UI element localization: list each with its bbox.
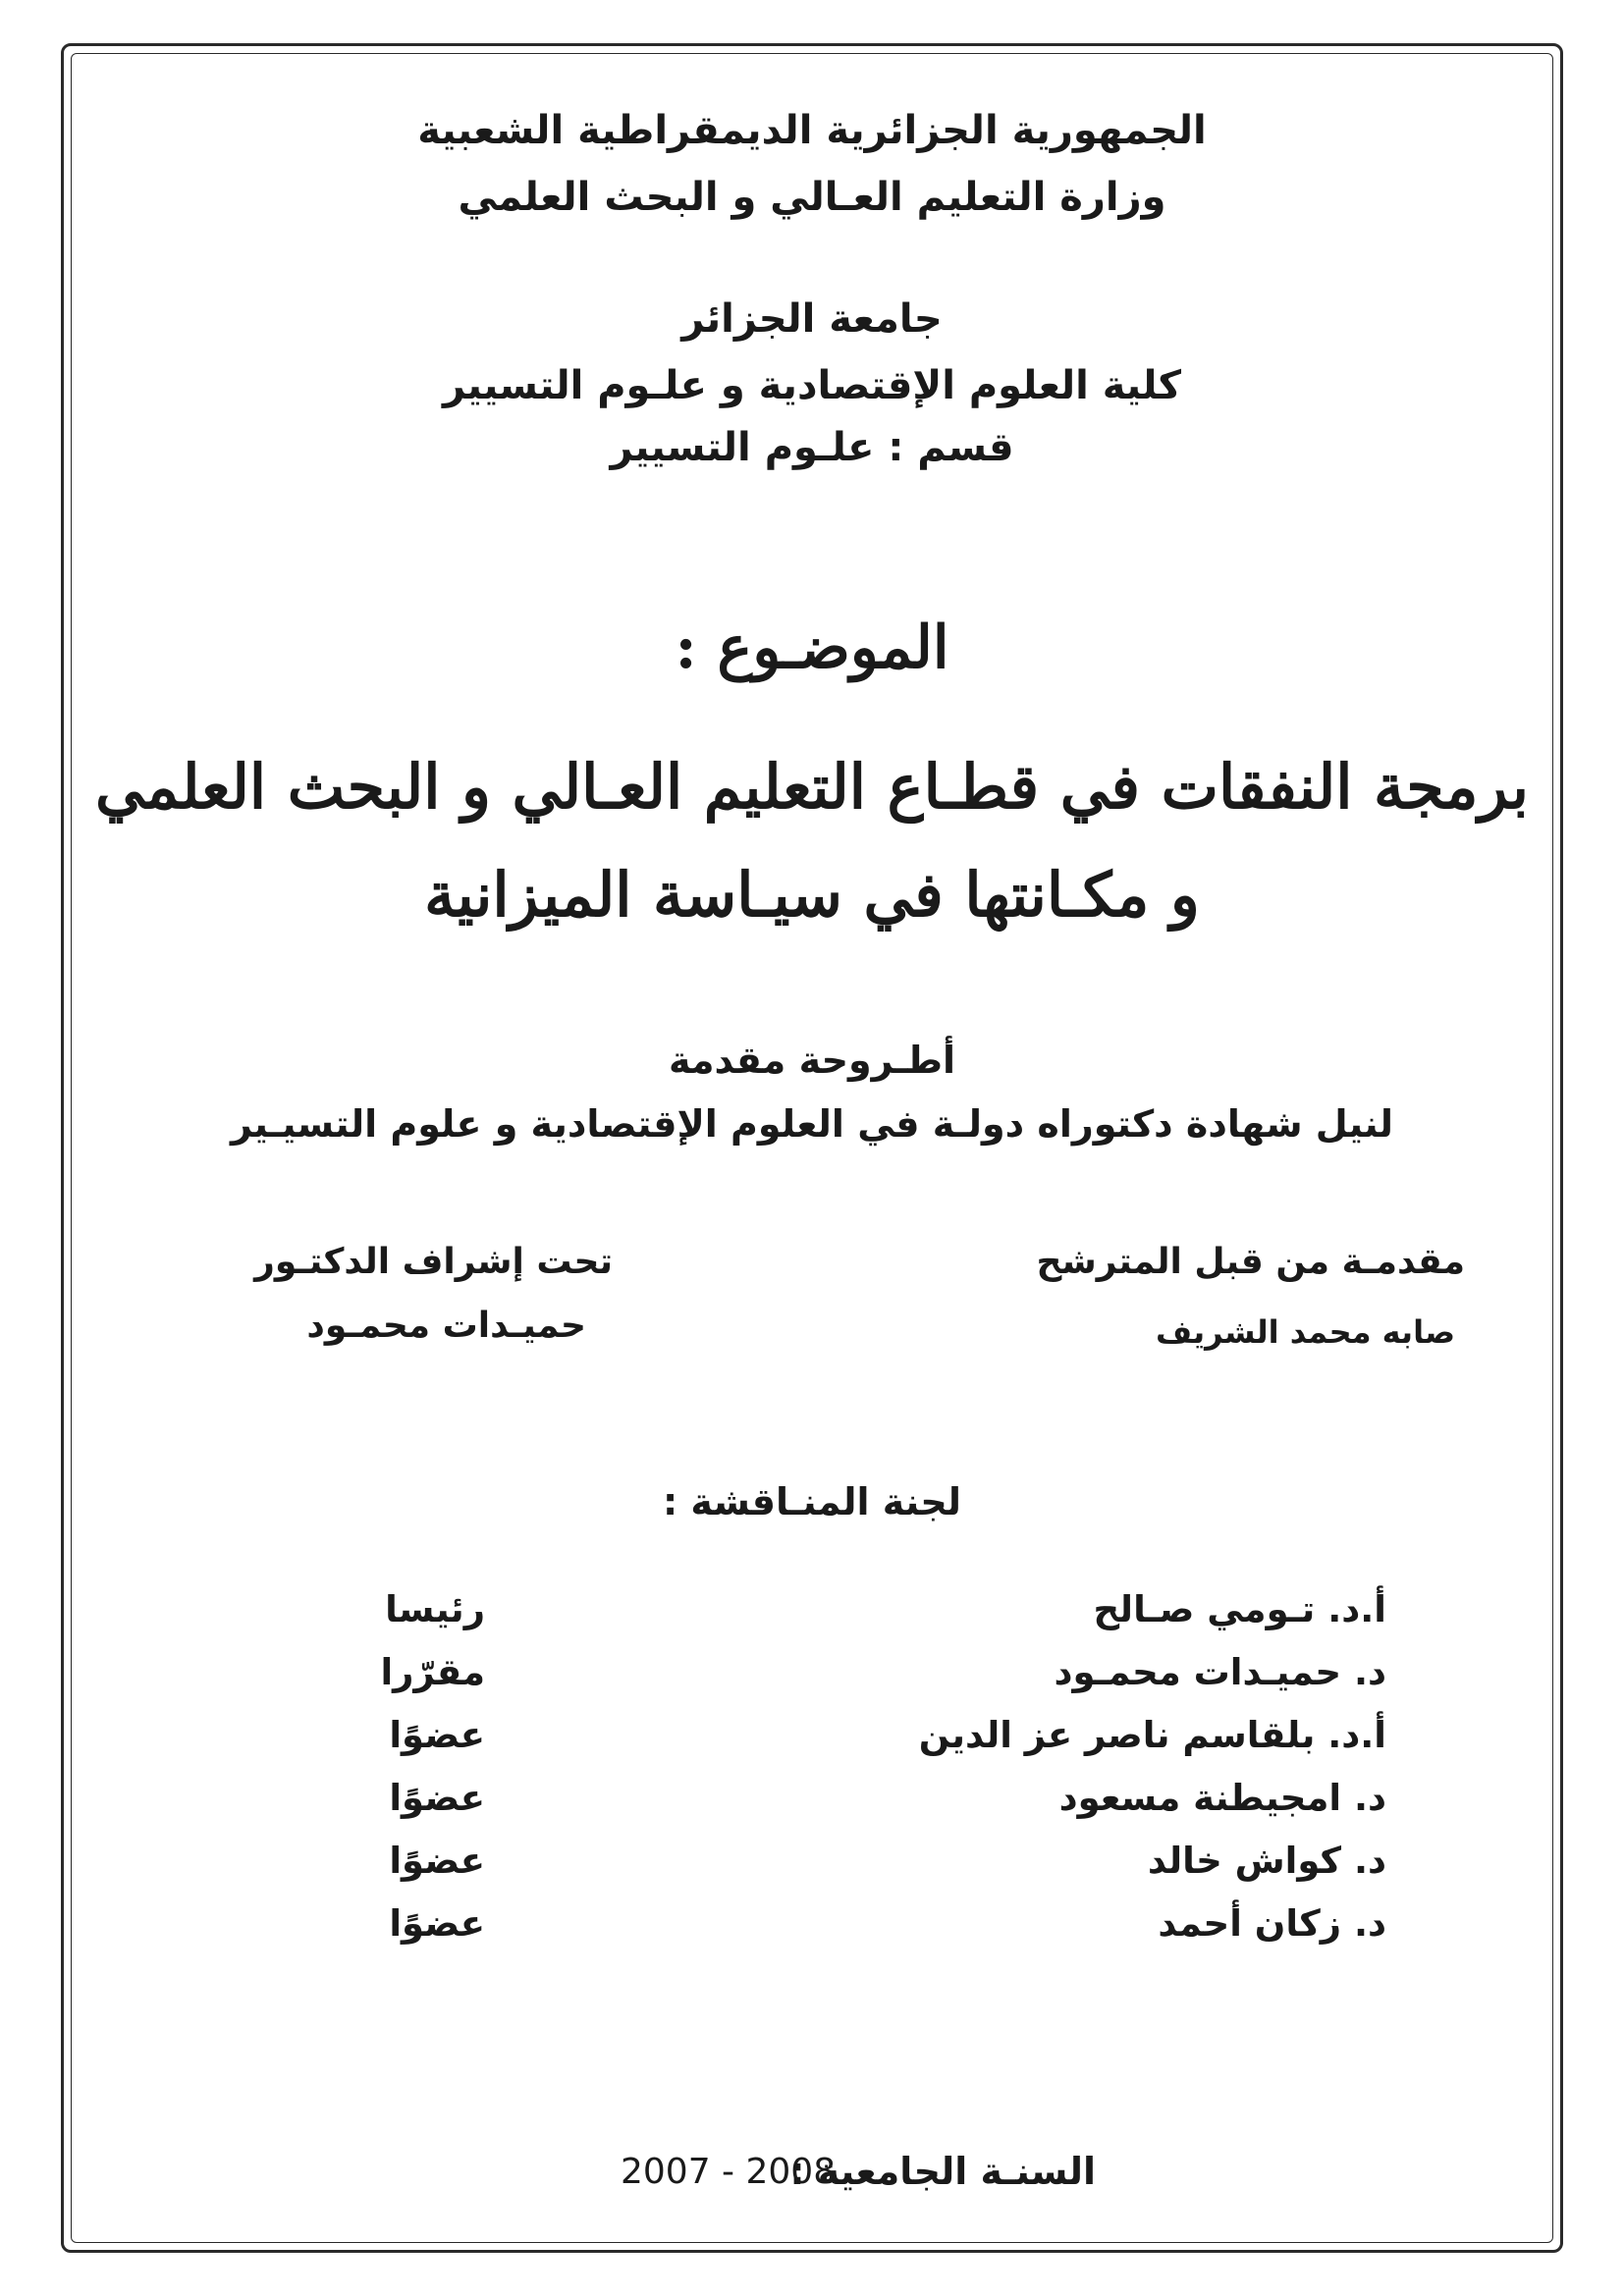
- topic-label: الموضـوع :: [675, 614, 949, 682]
- republic-name: الجمهورية الجزائرية الديمقراطية الشعبية: [417, 108, 1207, 153]
- committee-member-name: د. امجيطنة مسعود: [1058, 1777, 1386, 1819]
- committee-member-role: عضوًا: [389, 1777, 485, 1819]
- committee-member-name: أ.د. بلقاسم ناصر عز الدين: [918, 1714, 1386, 1756]
- thesis-type: أطـروحة مقدمة: [668, 1039, 956, 1082]
- thesis-title-line2: و مكـانتها في سيـاسة الميزانية: [424, 859, 1200, 931]
- committee-member-name: أ.د. تـومي صـالح: [1093, 1588, 1386, 1630]
- committee-member-role: عضوًا: [389, 1902, 485, 1945]
- ministry-name: وزارة التعليم العـالي و البحث العلمي: [458, 175, 1166, 220]
- thesis-degree: لنيل شهادة دكتوراه دولـة في العلوم الإقتصادية و علوم التسيـير: [230, 1102, 1393, 1146]
- supervisor-label: تحت إشراف الدكتـور: [254, 1242, 613, 1282]
- academic-year-range: 2007 - 2008: [621, 2152, 837, 2192]
- committee-member-name: د. زكان أحمد: [1158, 1902, 1386, 1945]
- university-name: جامعة الجزائر: [681, 296, 943, 342]
- committee-member-role: عضوًا: [389, 1840, 485, 1882]
- committee-member-role: عضوًا: [389, 1714, 485, 1756]
- candidate-name: صابه محمد الشريف: [1155, 1313, 1455, 1351]
- committee-member-role: رئيسا: [385, 1588, 485, 1630]
- faculty-name: كلية العلوم الإقتصادية و علـوم التسيير: [443, 363, 1181, 408]
- committee-member-role: مقرّرا: [380, 1651, 485, 1693]
- thesis-title-line1: برمجة النفقات في قطـاع التعليم العـالي و البحث العلمي: [95, 751, 1529, 823]
- academic-year-label: السنـة الجامعية :: [789, 2150, 1096, 2193]
- department-name: قسم : علـوم التسيير: [610, 425, 1014, 470]
- committee-member-name: د. كواش خالد: [1147, 1840, 1386, 1882]
- supervisor-name: حميـدات محمـود: [306, 1306, 586, 1346]
- candidate-label: مقدمـة من قبل المترشح: [1036, 1242, 1465, 1282]
- committee-member-name: د. حميـدات محمـود: [1054, 1651, 1386, 1693]
- committee-label: لجنة المنـاقشة :: [663, 1480, 961, 1523]
